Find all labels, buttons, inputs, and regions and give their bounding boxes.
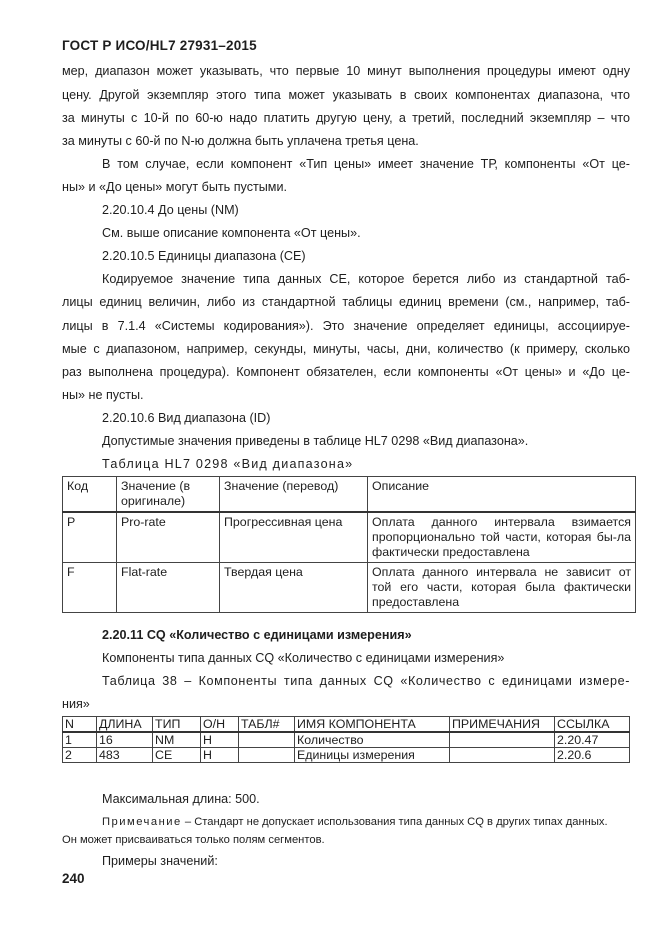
table-cell: P <box>63 512 117 563</box>
table-cell: Оплата данного интервала взимается пропорционально той части, которая бы-ла фактически предоставлена <box>368 512 636 563</box>
table-cell: 2.20.6 <box>555 748 630 763</box>
table-caption: Таблица HL7 0298 «Вид диапазона» <box>102 457 354 471</box>
paragraph-line: раз выполнена процедура). Компонент обязателен, если компоненты «От цены» и «До це- <box>62 365 630 379</box>
paragraph-line: Компоненты типа данных CQ «Количество с единицами измерения» <box>102 651 505 665</box>
table-cell: Н <box>201 732 239 748</box>
table-cell: Прогрессивная цена <box>220 512 368 563</box>
table-header-row <box>63 717 630 733</box>
note-line <box>102 814 608 830</box>
column-header: Значение (в оригинале) <box>117 477 220 513</box>
paragraph-line: В том случае, если компонент «Тип цены» имеет значение ТР, компоненты «От це- <box>102 157 630 171</box>
table-cell: 16 <box>97 732 153 748</box>
table-cell <box>450 748 555 763</box>
paragraph-line: лицы в 7.1.4 «Системы кодирования»). Это значение определяет единицы, ассоциируе- <box>62 319 630 333</box>
column-header: ССЫЛКА <box>555 717 630 733</box>
table-cell: 1 <box>63 732 97 748</box>
table-cell: NM <box>153 732 201 748</box>
page-number: 240 <box>62 871 85 886</box>
note-label: Примечание <box>102 816 182 828</box>
table-caption: Таблица 38 – Компоненты типа данных CQ «Количество с единицами измере- <box>102 674 630 688</box>
table-cell <box>239 732 295 748</box>
table-cell: Н <box>201 748 239 763</box>
table-header-row <box>63 477 636 513</box>
table-row <box>63 732 630 748</box>
cq-components-table <box>62 716 630 763</box>
table-cell: Flat-rate <box>117 563 220 613</box>
paragraph-line: за минуты с 10-й по 60-ю надо платить другую цену, а третий, последний экземпляр – что <box>62 111 630 125</box>
column-header: О/Н <box>201 717 239 733</box>
paragraph-line: цену. Другой экземпляр этого типа может указывать в своих компонентах диапазона, что <box>62 88 630 102</box>
column-header: ДЛИНА <box>97 717 153 733</box>
table-cell: Pro-rate <box>117 512 220 563</box>
paragraph-line: Примеры значений: <box>102 854 218 868</box>
table-caption: ния» <box>62 697 90 711</box>
column-header: Значение (перевод) <box>220 477 368 513</box>
paragraph-line: Кодируемое значение типа данных СЕ, которое берется либо из стандартной таб- <box>102 272 630 286</box>
table-row <box>63 563 636 613</box>
column-header: ПРИМЕЧАНИЯ <box>450 717 555 733</box>
subsection-heading: 2.20.10.6 Вид диапазона (ID) <box>102 411 271 425</box>
column-header: ИМЯ КОМПОНЕНТА <box>295 717 450 733</box>
column-header: N <box>63 717 97 733</box>
table-cell: Единицы измерения <box>295 748 450 763</box>
table-row <box>63 748 630 763</box>
table-cell: 2.20.47 <box>555 732 630 748</box>
table-cell: Количество <box>295 732 450 748</box>
paragraph-line: мер, диапазон может указывать, что первые 10 минут выполнения процедуры имеют одну <box>62 64 630 78</box>
document-header: ГОСТ Р ИСО/HL7 27931–2015 <box>62 38 257 53</box>
table-cell <box>450 732 555 748</box>
table-cell <box>239 748 295 763</box>
paragraph-line: мые с диапазоном, например, секунды, минуты, часы, дни, количество (к примеру, сколько <box>62 342 630 356</box>
paragraph-line: Допустимые значения приведены в таблице HL7 0298 «Вид диапазона». <box>102 434 529 448</box>
table-cell: 483 <box>97 748 153 763</box>
column-header: ТИП <box>153 717 201 733</box>
table-cell: Оплата данного интервала не зависит от той его части, которая была фактически предоставлена <box>368 563 636 613</box>
paragraph-line: Максимальная длина: 500. <box>102 792 260 806</box>
table-cell: 2 <box>63 748 97 763</box>
paragraph-line: ны» и «До цены» могут быть пустыми. <box>62 180 288 194</box>
paragraph-line: ны» не пусты. <box>62 388 144 402</box>
column-header: Описание <box>368 477 636 513</box>
column-header: Код <box>63 477 117 513</box>
table-row <box>63 512 636 563</box>
paragraph-line: лицы единиц величин, либо из стандартной таблицы единиц времени (см., например, таб- <box>62 295 630 309</box>
table-cell: F <box>63 563 117 613</box>
paragraph-line: См. выше описание компонента «От цены». <box>102 226 361 240</box>
range-type-table <box>62 476 636 613</box>
note-text: – Стандарт не допускает использования типа данных CQ в других типах данных. <box>181 816 608 828</box>
subsection-heading: 2.20.10.5 Единицы диапазона (CE) <box>102 249 306 263</box>
table-cell: Твердая цена <box>220 563 368 613</box>
paragraph-line: за минуты с 60-й по N-ю должна быть уплачена третья цена. <box>62 134 419 148</box>
column-header: ТАБЛ# <box>239 717 295 733</box>
section-heading: 2.20.11 CQ «Количество с единицами измерения» <box>102 628 412 642</box>
table-cell: CE <box>153 748 201 763</box>
note-line: Он может присваиваться только полям сегментов. <box>62 834 325 846</box>
subsection-heading: 2.20.10.4 До цены (NM) <box>102 203 239 217</box>
